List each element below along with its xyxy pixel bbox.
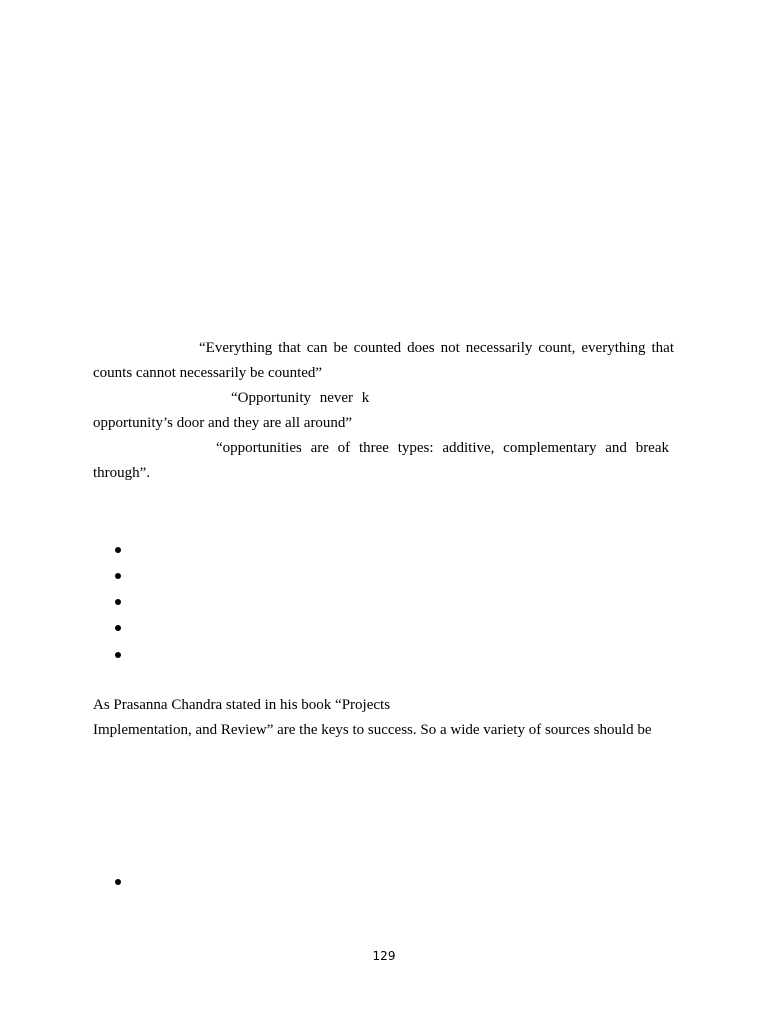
page-number: 129 [372,949,396,963]
paragraph-line-1: As Prasanna Chandra stated in his book “Projects [93,697,391,713]
list-bullet [115,573,121,579]
list-bullet [115,625,121,631]
quote-3-line-2: through”. [93,465,151,481]
quote-2-line-2: opportunity’s door and they are all around” [93,415,353,431]
list-bullet [115,599,121,605]
quote-1-line-2: counts cannot necessarily be counted” [93,365,323,381]
quote-3-line-1: “opportunities are of three types: additive, complementary and break [216,440,669,456]
paragraph-line-2: Implementation, and Review” are the keys to success. So a wide variety of sources should be [93,722,652,738]
quote-2-line-1: “Opportunity never k [231,390,370,406]
list-bullet [115,547,121,553]
quote-1-line-1: “Everything that can be counted does not necessarily count, everything that [199,340,674,356]
list-bullet [115,652,121,658]
list-bullet [115,879,121,885]
